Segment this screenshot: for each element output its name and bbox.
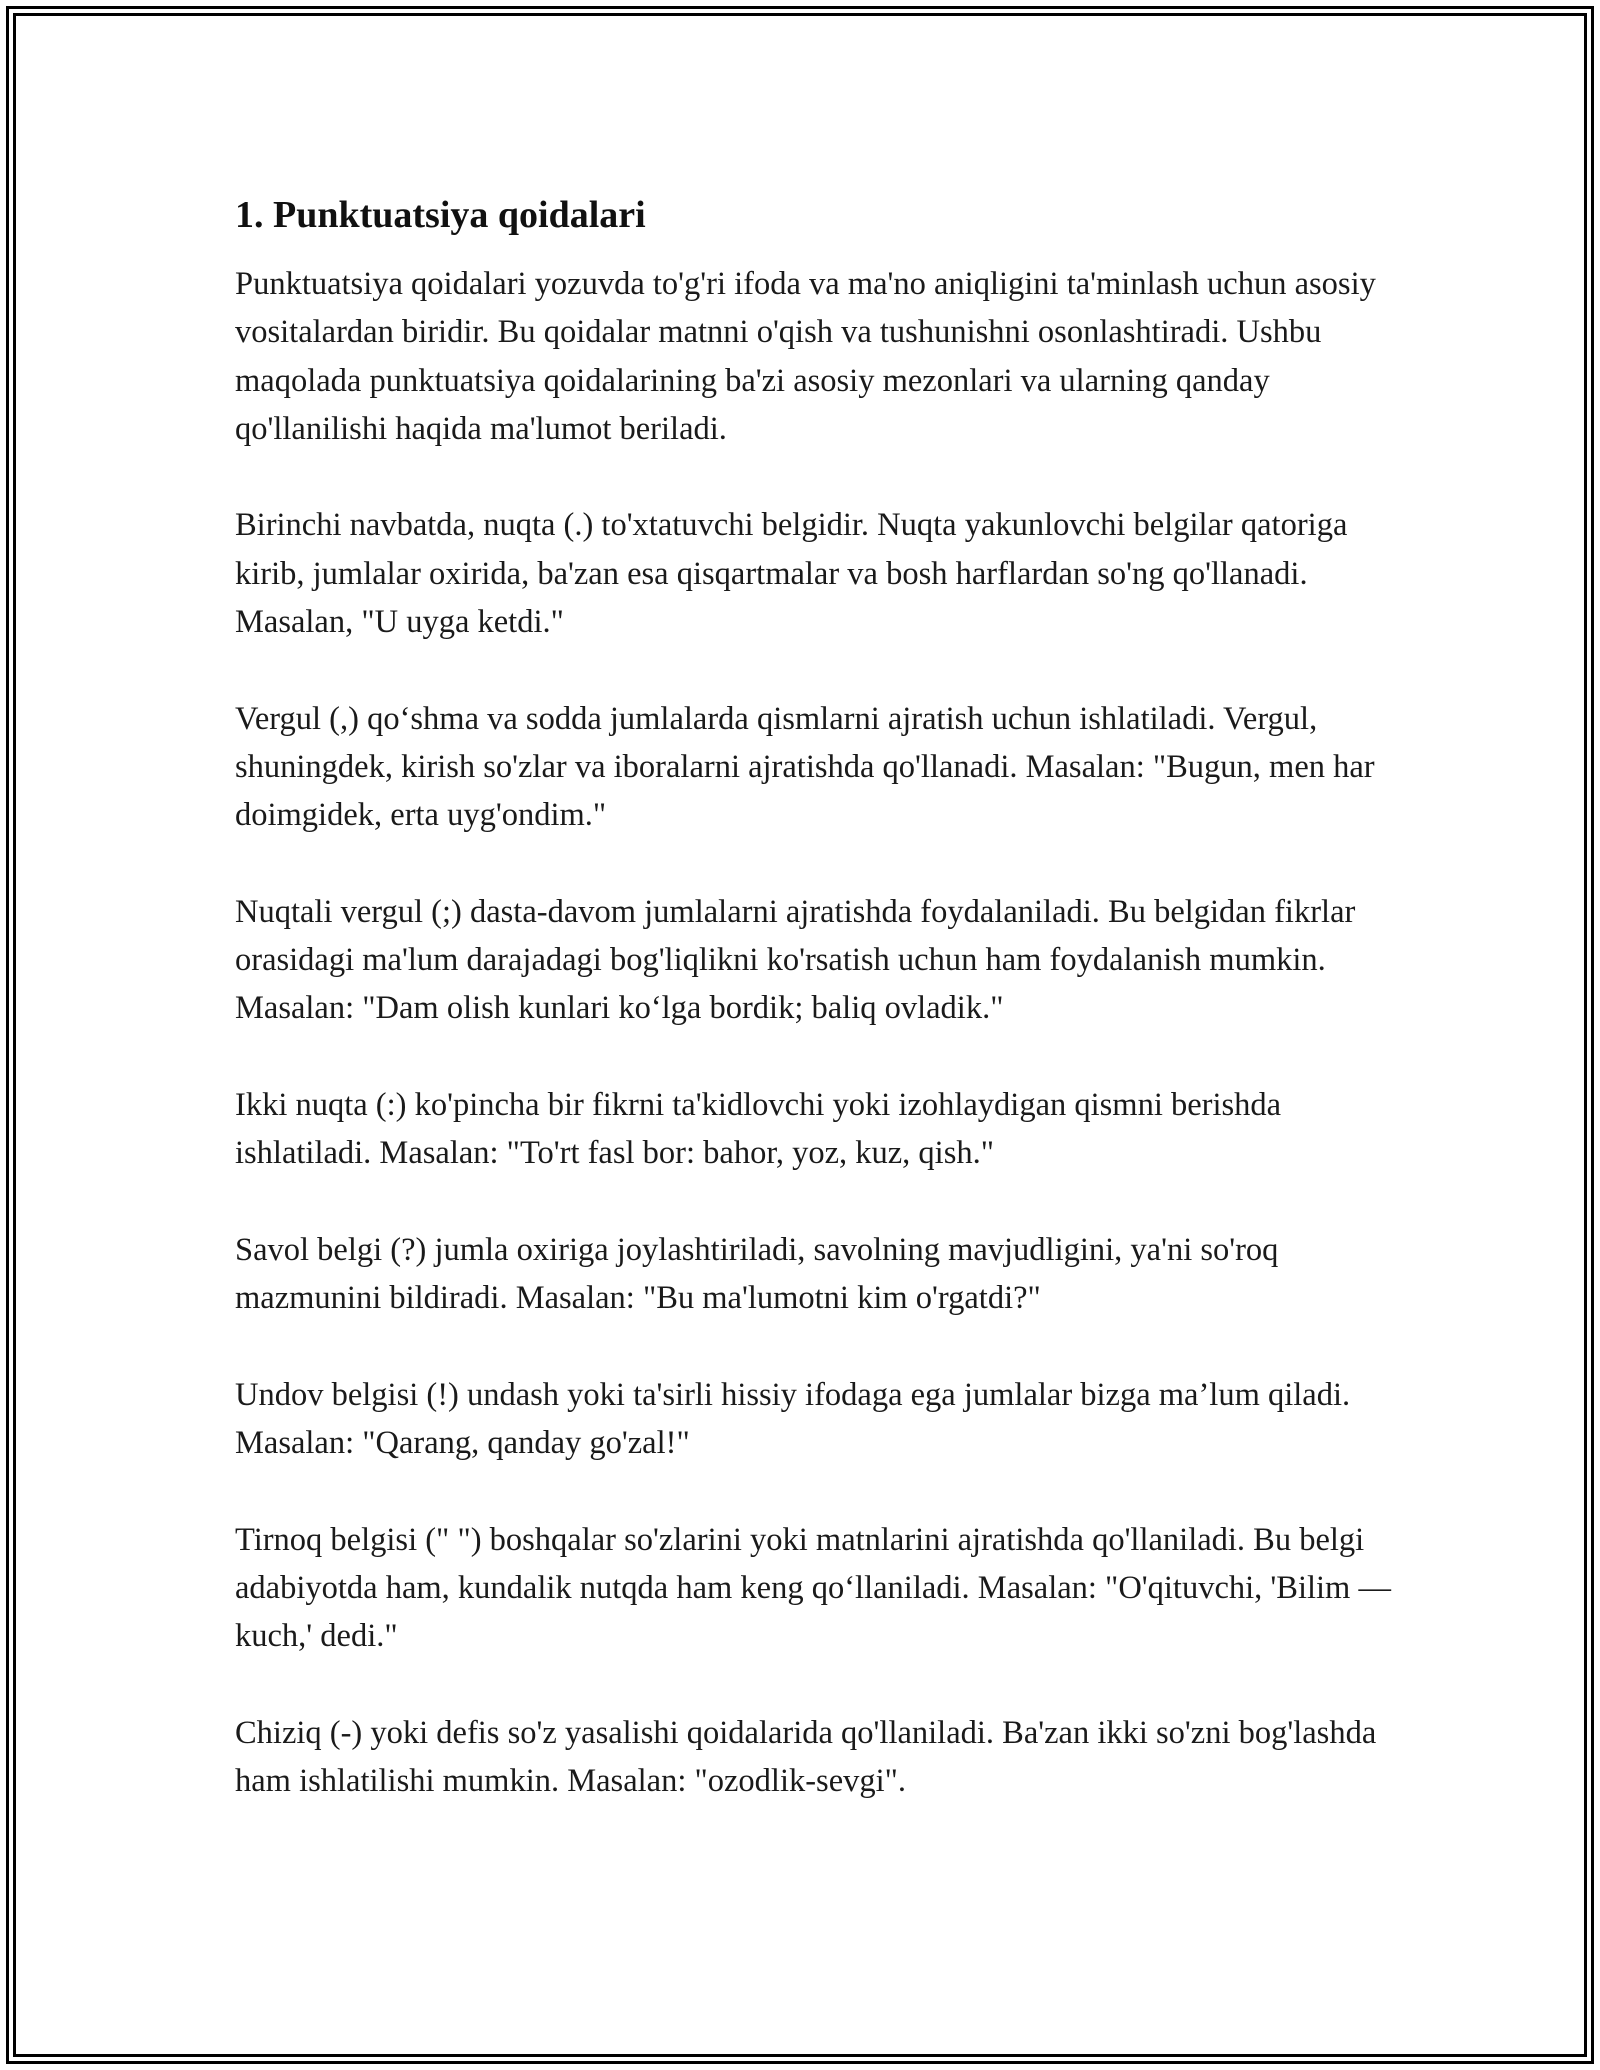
paragraph-tirnoq-belgisi: Tirnoq belgisi (" ") boshqalar so'zlarini yoki matnlarini ajratishda qo'llaniladi. Bu belgi adabiyotda ham, kundalik nutqda ham keng qo‘llaniladi. Masalan: "O'qituvchi, 'Bilim — kuch,' dedi." xyxy=(235,1521,1391,1655)
paragraph-vergul: Vergul (,) qo‘shma va sodda jumlalarda qismlarni ajratish uchun ishlatiladi. Vergul, shuningdek, kirish so'zlar va iboralarni ajratishda qo'llanadi. Masalan: "Bugun, men har doimgidek, erta uyg'ondim." xyxy=(235,700,1375,834)
document-title: 1. Punktuatsiya qoidalari xyxy=(235,194,646,236)
paragraph-ikki-nuqta: Ikki nuqta (:) ko'pincha bir fikrni ta'kidlovchi yoki izohlaydigan qismni berishda ishlatiladi. Masalan: "To'rt fasl bor: bahor, yoz, kuz, qish." xyxy=(235,1087,1282,1172)
paragraph-nuqtali-vergul: Nuqtali vergul (;) dasta-davom jumlalarni ajratishda foydalaniladi. Bu belgidan fikrlar orasidagi ma'lum darajadagi bog'liqlikni ko'rsatish uchun ham foydalanish mumkin. Masalan: "Dam olish kunlari ko‘lga bordik; baliq ovladik." xyxy=(235,893,1356,1027)
paragraph-undov-belgisi: Undov belgisi (!) undash yoki ta'sirli hissiy ifodaga ega jumlalar bizga ma’lum qiladi. Masalan: "Qarang, qanday go'zal!" xyxy=(235,1376,1351,1462)
paragraph-nuqta: Birinchi navbatda, nuqta (.) to'xtatuvchi belgidir. Nuqta yakunlovchi belgilar qatoriga kirib, jumlalar oxirida, ba'zan esa qisqartmalar va bosh harflardan so'ng qo'llanadi. Masalan, "U uyga ketdi." xyxy=(235,507,1348,641)
document-body xyxy=(235,190,1395,1854)
paragraph-intro: Punktuatsiya qoidalari yozuvda to'g'ri ifoda va ma'no aniqligini ta'minlash uchun asosiy vositalardan biridir. Bu qoidalar matnni o'qish va tushunishni osonlashtiradi. Ushbu maqolada punktuatsiya qoidalarining ba'zi asosiy mezonlari va ularning qanday qo'llanilishi haqida ma'lumot beriladi. xyxy=(235,266,1376,447)
paragraph-savol-belgi: Savol belgi (?) jumla oxiriga joylashtiriladi, savolning mavjudligini, ya'ni so'roq mazmunini bildiradi. Masalan: "Bu ma'lumotni kim o'rgatdi?" xyxy=(235,1231,1279,1317)
paragraph-chiziq: Chiziq (-) yoki defis so'z yasalishi qoidalarida qo'llaniladi. Ba'zan ikki so'zni bog'lashda ham ishlatilishi mumkin. Masalan: "ozodlik-sevgi". xyxy=(235,1714,1377,1800)
